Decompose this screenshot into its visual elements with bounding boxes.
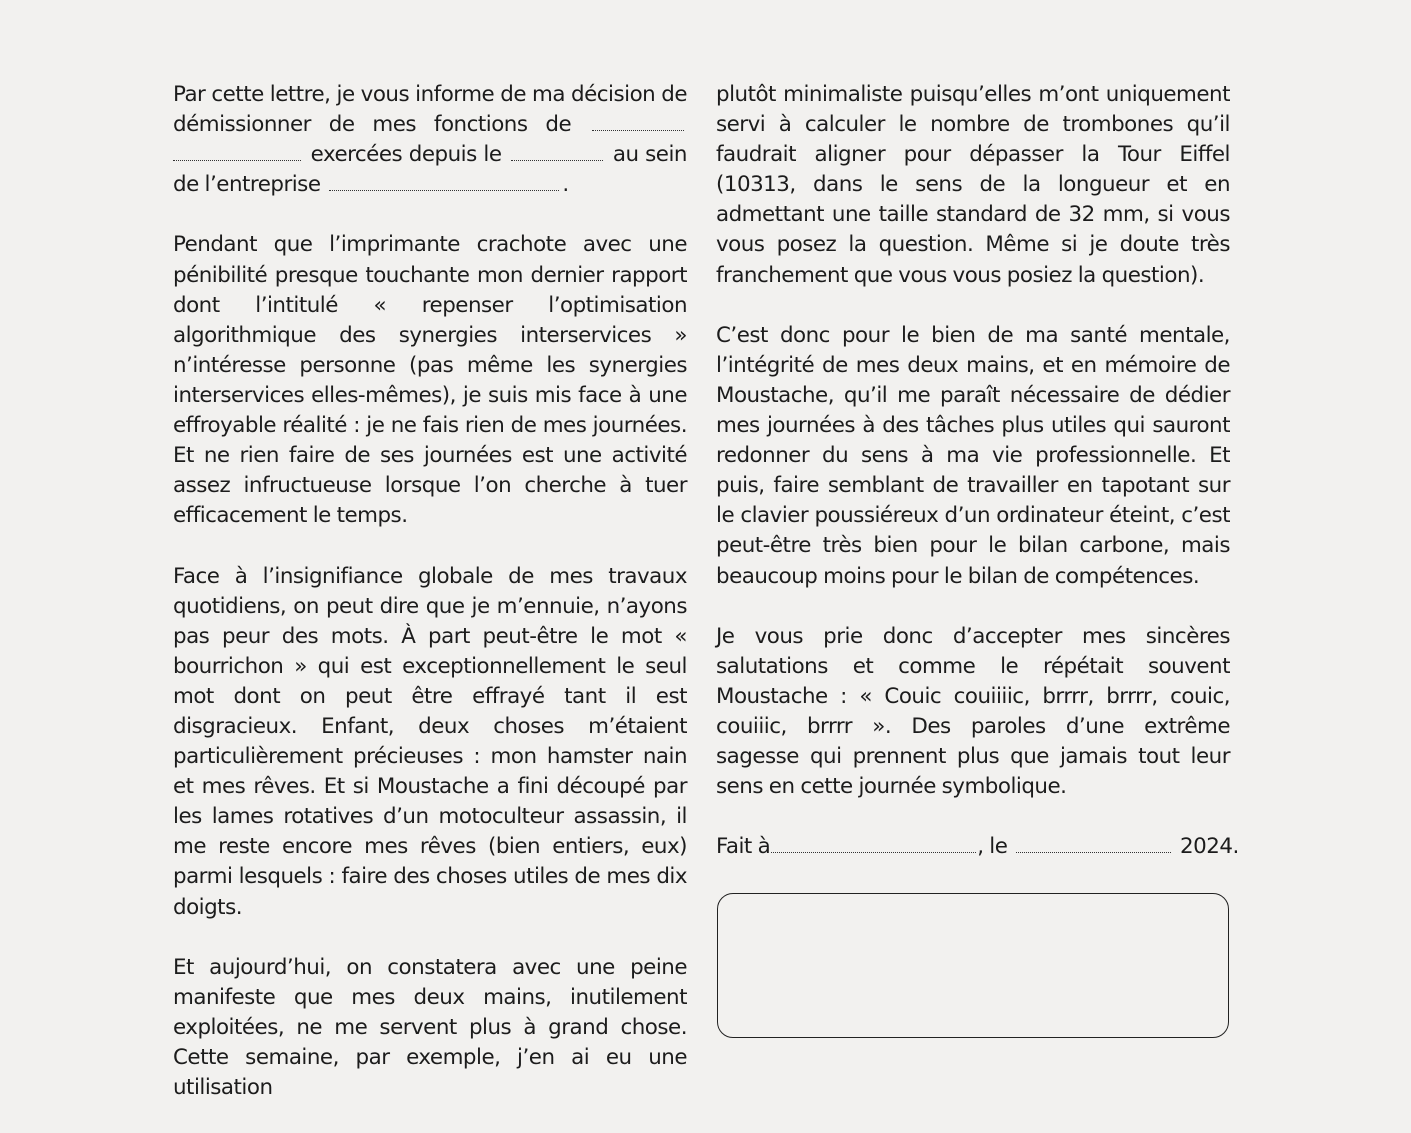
paragraph-mental-health: C’est donc pour le bien de ma santé mentale, l’intégrité de mes deux mains, et en mémoire de Moustache, qu’il me paraît nécessaire de dédier mes journées à des tâches plus utiles qui sauront redonner du sens à ma vie professionnelle. Et puis, faire semblant de travailler en tapotant sur le clavier poussiéreux d’un ordinateur éteint, c’est peut-être très bien pour le bilan carbone, mais beaucoup moins pour le bilan de compétences. [716, 322, 1230, 589]
paragraph-printer: Pendant que l’imprimante crachote avec une pénibilité presque touchante mon dernier rapport dont l’intitulé « repenser l’optimisation algorithmique des synergies interservices » n’intéresse personne (pas même les synergies interservices elles-mêmes), je suis mis face à une effroyable réalité : je ne fais rien de mes journées. Et ne rien faire de ses journées est une activité assez infructueuse lorsque l’on cherche à tuer efficacement le temps. [173, 232, 687, 529]
right-column [716, 80, 1239, 893]
intro-text-company: au sein de l’entreprise [173, 142, 687, 198]
intro-text-end: . [562, 172, 569, 198]
place-date-line [716, 832, 1239, 862]
fait-a-label: Fait à [716, 834, 771, 860]
paragraph-hands: Et aujourd’hui, on constatera avec une peine manifeste que mes deux mains, inutilement exploitées, ne me servent plus à grand chose. Cette semaine, par exemple, j’en ai eu une utilisation [173, 954, 687, 1101]
date-label: , le [977, 834, 1008, 860]
blank-position-field[interactable] [592, 129, 684, 131]
left-column [173, 80, 687, 1133]
blank-start-date-field[interactable] [511, 159, 603, 161]
blank-place-field[interactable] [771, 851, 976, 853]
paragraph-paperclips: plutôt minimaliste puisqu’elles m’ont uniquement servi à calculer le nombre de trombones qu’il faudrait aligner pour dépasser la Tour Eiffel (10313, dans le sens de la longueur et en admettant une taille standard de 32 mm, si vous vous posez la question. Même si je doute très franchement que vous vous posiez la question). [716, 82, 1230, 288]
intro-text-since: exercées depuis le [310, 142, 502, 168]
intro-paragraph [173, 80, 687, 200]
year-label: 2024. [1180, 834, 1239, 860]
blank-company-field[interactable] [329, 189, 559, 191]
intro-text-start: Par cette lettre, je vous informe de ma décision de démissionner de mes fonctions de [173, 82, 687, 138]
paragraph-boredom: Face à l’insignifiance globale de mes travaux quotidiens, on peut dire que je m’ennuie, n’ayons pas peur des mots. À part peut-être le mot « bourrichon » qui est exceptionnellement le seul mot dont on peut être effrayé tant il est disgracieux. Enfant, deux choses m’étaient particulièrement précieuses : mon hamster nain et mes rêves. Et si Moustache a fini découpé par les lames rotatives d’un motoculteur assassin, il me reste encore mes rêves (bien entiers, eux) parmi lesquels : faire des choses utiles de mes dix doigts. [173, 563, 687, 920]
blank-position-field-continued[interactable] [173, 159, 301, 161]
blank-date-field[interactable] [1016, 851, 1171, 853]
paragraph-salutations: Je vous prie donc d’accepter mes sincères salutations et comme le répétait souvent Moustache : « Couic couiiiic, brrrr, brrrr, couic, couiiic, brrrr ». Des paroles d’une extrême sagesse qui prennent plus que jamais tout leur sens en cette journée symbolique. [716, 623, 1230, 800]
signature-box[interactable] [717, 893, 1229, 1038]
